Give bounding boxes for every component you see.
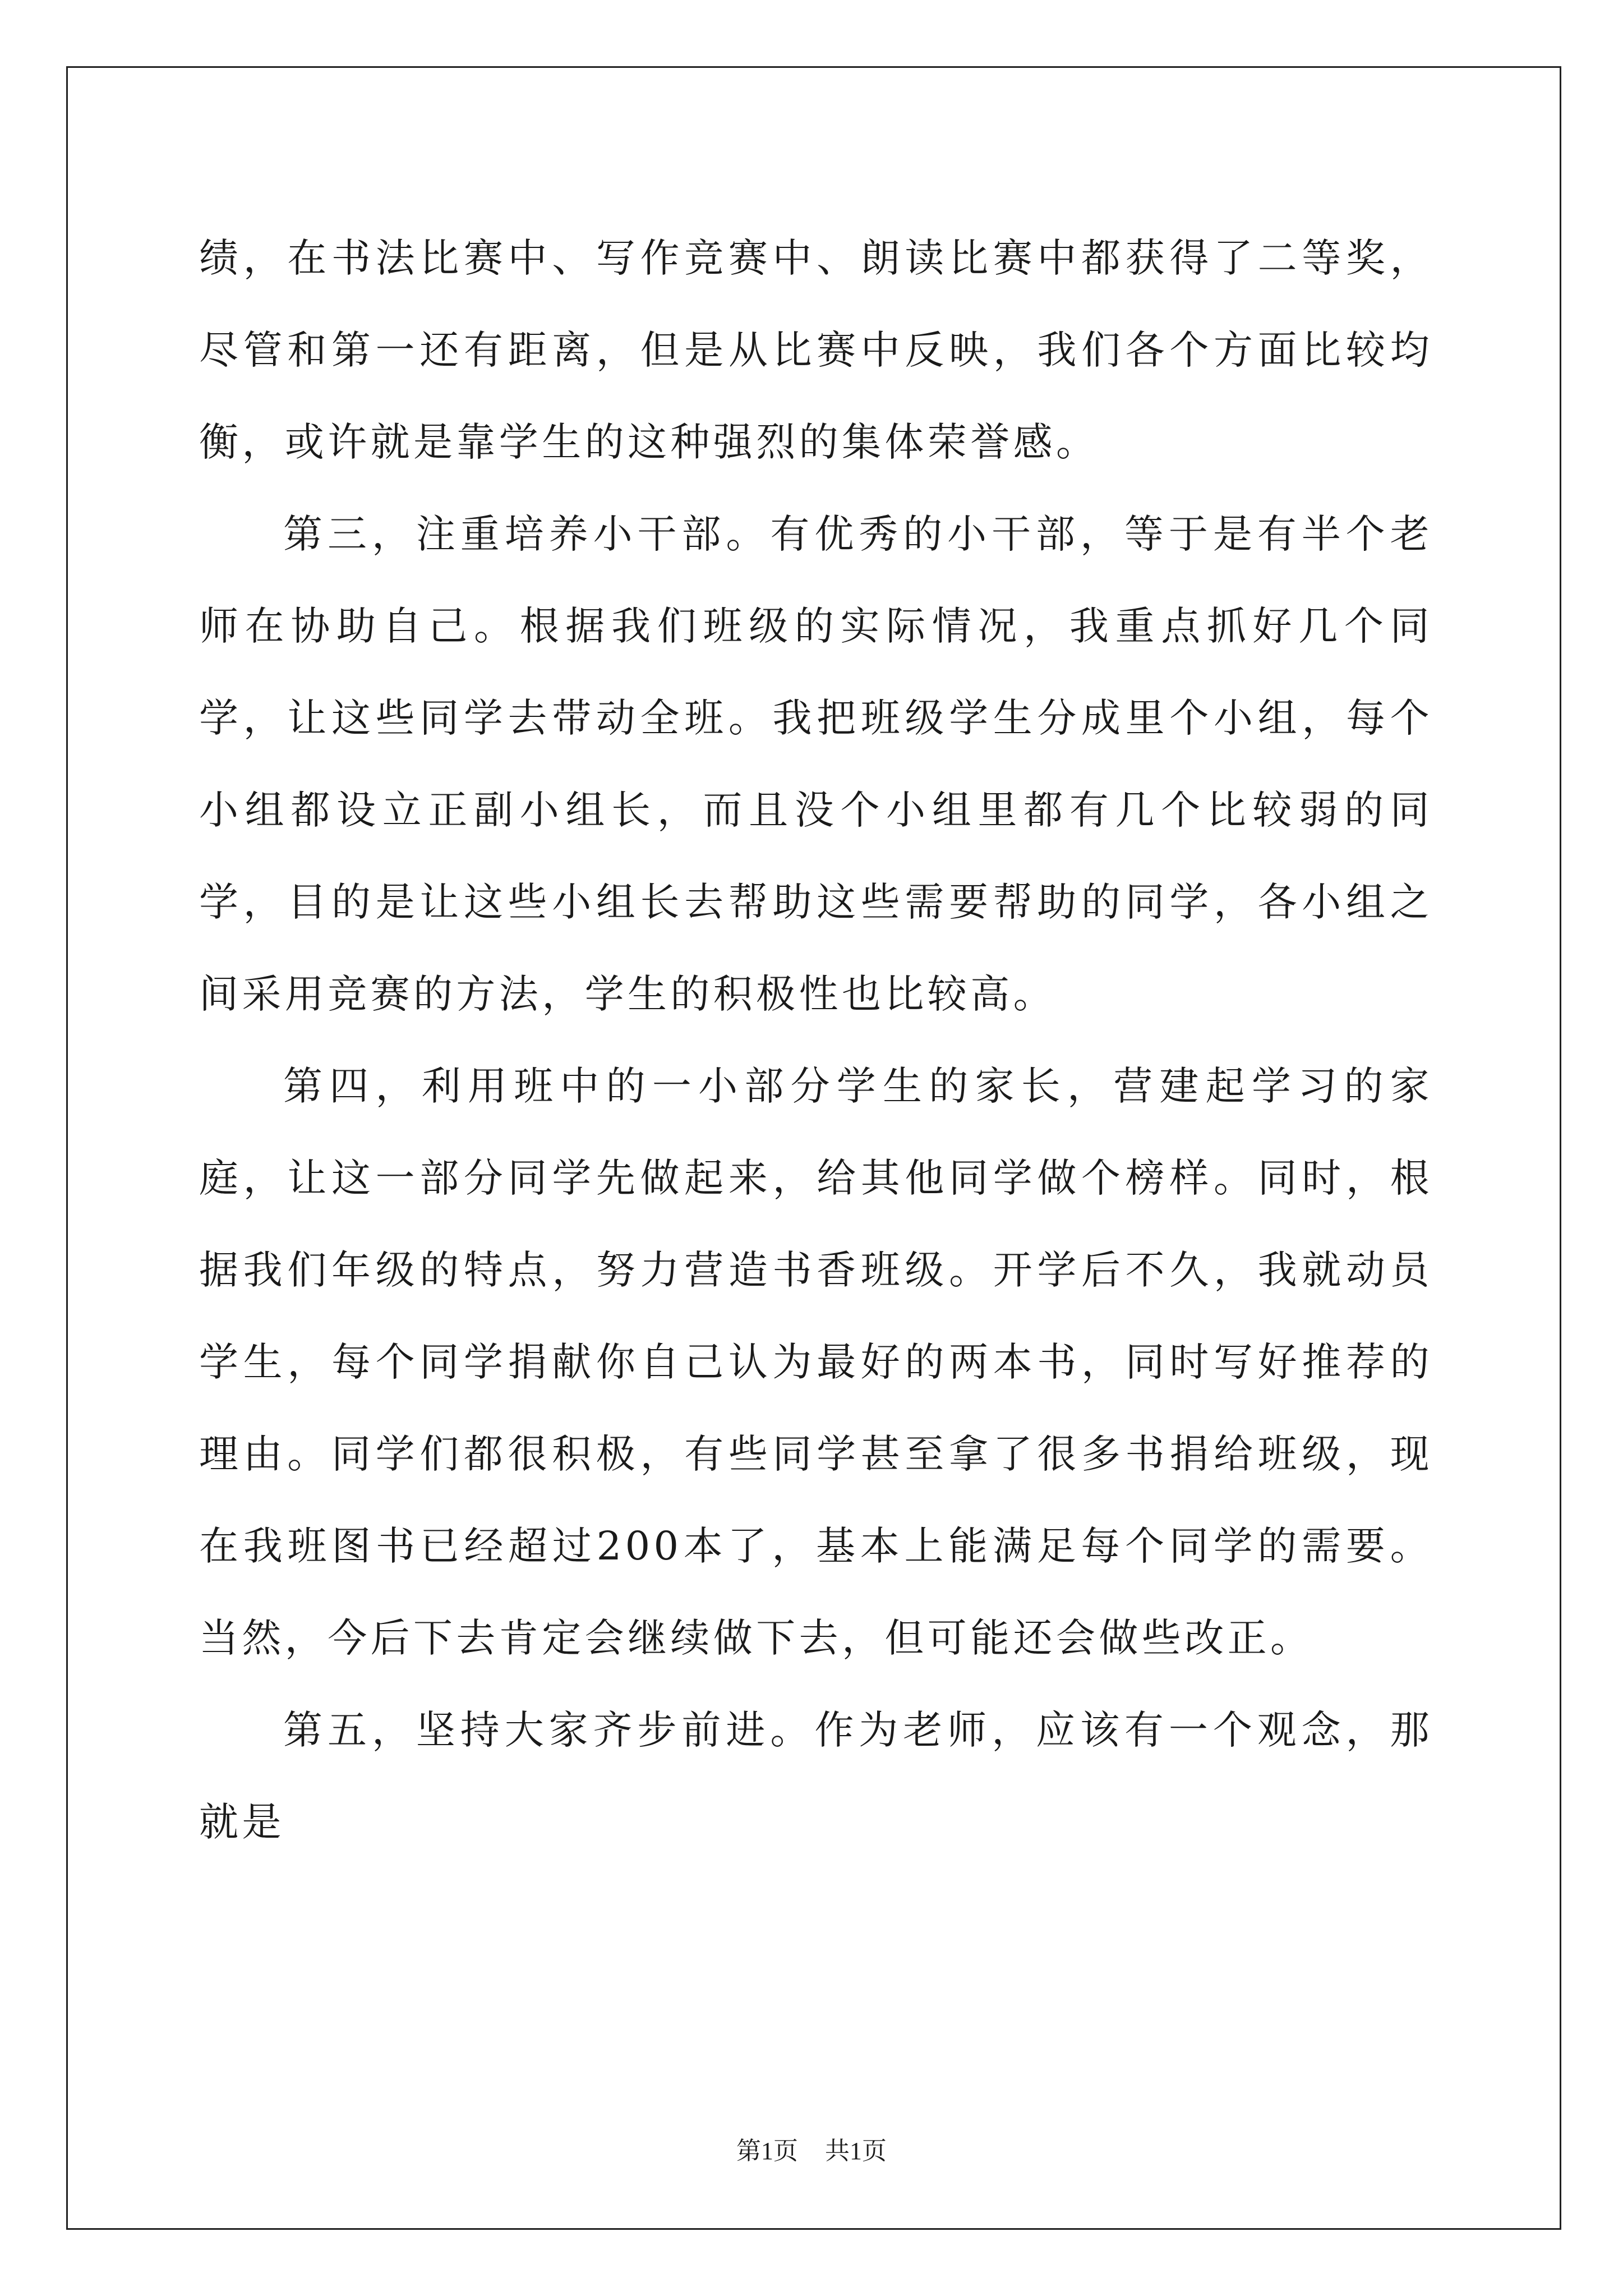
document-body — [199, 212, 1433, 1868]
paragraph-4: 第五，坚持大家齐步前进。作为老师，应该有一个观念，那就是 — [199, 1707, 1433, 1845]
paragraph-3: 第四，利用班中的一小部分学生的家长，营建起学习的家庭，让这一部分同学先做起来，给其他同学做个榜样。同时，根据我们年级的特点，努力营造书香班级。开学后不久，我就动员学生，每个同学捐献你自己认为最好的两本书，同时写好推荐的理由。同学们都很积极，有些同学甚至拿了很多书捐给班级，现在我班图书已经超过200本了，基本上能满足每个同学的需要。当然，今后下去肯定会继续做下去，但可能还会做些改正。 — [199, 1063, 1433, 1661]
paragraph-1: 绩，在书法比赛中、写作竞赛中、朗读比赛中都获得了二等奖，尽管和第一还有距离，但是从比赛中反映，我们各个方面比较均衡，或许就是靠学生的这种强烈的集体荣誉感。 — [199, 235, 1433, 465]
page-footer — [0, 2136, 1623, 2167]
paragraph-2: 第三，注重培养小干部。有优秀的小干部，等于是有半个老师在协助自己。根据我们班级的实际情况，我重点抓好几个同学，让这些同学去带动全班。我把班级学生分成里个小组，每个小组都设立正副小组长，而且没个小组里都有几个比较弱的同学，目的是让这些小组长去帮助这些需要帮助的同学，各小组之间采用竞赛的方法，学生的积极性也比较高。 — [199, 511, 1433, 1017]
page-number: 第1页 — [736, 2137, 798, 2165]
page-total: 共1页 — [825, 2137, 887, 2165]
